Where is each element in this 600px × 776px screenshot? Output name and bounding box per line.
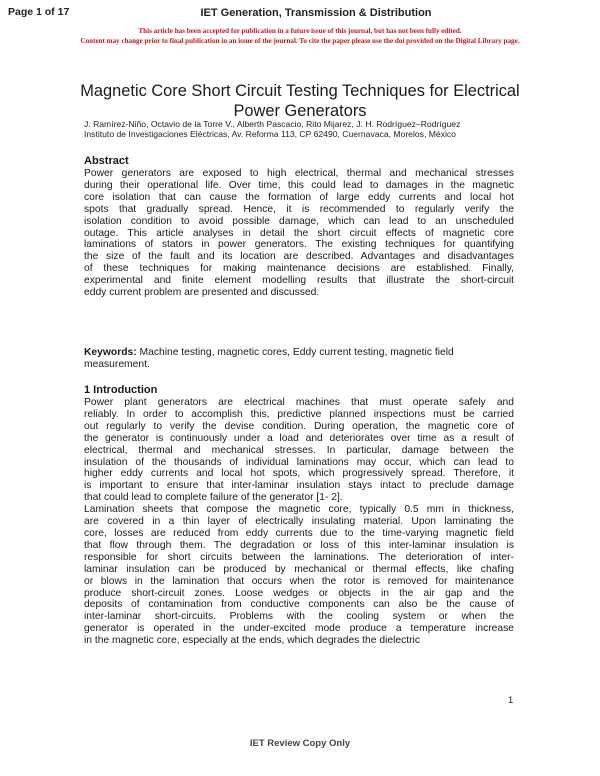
intro-line: core, losses are reduced from eddy currents due to the time-varying magnetic field — [84, 527, 514, 539]
intro-line: laminar insulation can be produced by mechanical or thermal effects, like chafing — [84, 563, 514, 575]
intro-line: electrical, thermal and mechanical stresses. In particular, damage between the — [84, 444, 514, 456]
intro-line: the generator is continuously under a load and deteriorates over time as a result of — [84, 432, 514, 444]
keywords-line-1 — [84, 347, 514, 359]
abstract-line: laminations of stators in power generators. The existing techniques for quantifying — [84, 239, 514, 251]
title-line-2: Power Generators — [233, 102, 367, 120]
intro-line: are covered in a thin layer of electrically insulating material. Upon laminating the — [84, 516, 514, 528]
keywords-label: Keywords: — [84, 347, 137, 358]
intro-line: or blows in the lamination that occurs when the rotor is removed for maintenance — [84, 575, 514, 587]
paper-title — [40, 81, 560, 121]
intro-line: deposits of contamination from conductive components can also be the cause of — [84, 599, 514, 611]
abstract-line: eddy current problem are presented and discussed. — [84, 287, 320, 299]
page-count: Page 1 of 17 — [8, 6, 70, 18]
intro-line: out regularly to verify the devise condition. During operation, the magnetic core of — [84, 420, 514, 432]
keywords-line-2: measurement. — [84, 358, 150, 370]
intro-line: insulation of the thousands of individual laminations may occur, which can lead to — [84, 456, 514, 468]
abstract-line: spots that gradually spread. Hence, it is recommended to regularly verify the — [84, 203, 514, 215]
intro-line: higher eddy currents and local hot spots, which progressively spread. Therefore, it — [84, 468, 514, 480]
intro-line: that flow through them. The degradation or loss of this inter-laminar insulation is — [84, 539, 514, 551]
journal-name: IET Generation, Transmission & Distribution — [200, 7, 432, 19]
intro-line: is important to ensure that inter-laminar insulation stays intact to preclude damage — [84, 480, 514, 492]
abstract-line: Power generators are exposed to high electrical, thermal and mechanical stresses — [84, 168, 514, 179]
authors: J. Ramírez-Niño, Octavio de la Torre V., Alberth Pascacio, Rito Mijarez, J. H. Rodríguez–Rodríguez — [84, 119, 461, 129]
intro-line: produce short-circuit zones. Loose wedges or objects in the air gap and the — [84, 587, 514, 599]
intro-line: Lamination sheets that compose the magnetic core, typically 0.5 mm in thickness, — [84, 504, 514, 516]
page-number: 1 — [508, 695, 514, 706]
intro-line: responsible for short circuits between the laminations. The deterioration of inter- — [84, 551, 514, 563]
title-line-1: Magnetic Core Short Circuit Testing Techniques for Electrical — [80, 82, 520, 100]
publication-notice-line-2: Content may change prior to final publication in an issue of the journal. To cite the paper please use the doi provided on the Digital Library page. — [80, 37, 520, 45]
abstract-line: core isolation that can cause the formation of large eddy currents and local hot — [84, 191, 514, 203]
intro-line: generator is operated in the under-excited mode produce a temperature increase — [84, 623, 514, 635]
intro-line: inter-laminar short-circuits. Problems with the cooling system or when the — [84, 611, 514, 623]
abstract-line: outage. This article analyses in detail the short circuit effects of magnetic core — [84, 227, 514, 239]
introduction-body — [84, 397, 514, 647]
keywords-text: Machine testing, magnetic cores, Eddy current testing, magnetic field — [136, 347, 454, 358]
abstract-heading: Abstract — [84, 155, 129, 167]
keywords-block — [84, 347, 514, 371]
publication-notice-line-1: This article has been accepted for publication in a future issue of this journal, but has not been fully edited. — [138, 27, 462, 35]
affiliation: Instituto de Investigaciones Eléctricas, Av. Reforma 113, CP 62490, Cuernavaca, Morelos, México — [84, 129, 456, 140]
introduction-heading: 1 Introduction — [84, 384, 158, 396]
abstract-line: of these techniques for making maintenance decisions are established. Finally, — [84, 263, 514, 275]
intro-line: that could lead to complete failure of the generator [1- 2]. — [84, 492, 343, 504]
review-copy-footer: IET Review Copy Only — [249, 738, 351, 749]
abstract-line: the size of the fault and its location are described. Advantages and disadvantages — [84, 251, 514, 263]
intro-line: Power plant generators are electrical machines that must operate safely and — [84, 397, 514, 408]
intro-line: reliably. In order to accomplish this, predictive planned inspections must be carried — [84, 408, 514, 420]
abstract-line: isolation condition to avoid possible damage, which can lead to an unscheduled — [84, 215, 514, 227]
author-block — [84, 119, 544, 140]
abstract-body — [84, 168, 514, 299]
abstract-line: during their operational life. Over time, this could lead to damages in the magnetic — [84, 179, 514, 191]
intro-line: in the magnetic core, especially at the ends, which degrades the dielectric — [84, 635, 420, 647]
abstract-line: experimental and finite element modelling results that illustrate the short-circuit — [84, 275, 514, 287]
